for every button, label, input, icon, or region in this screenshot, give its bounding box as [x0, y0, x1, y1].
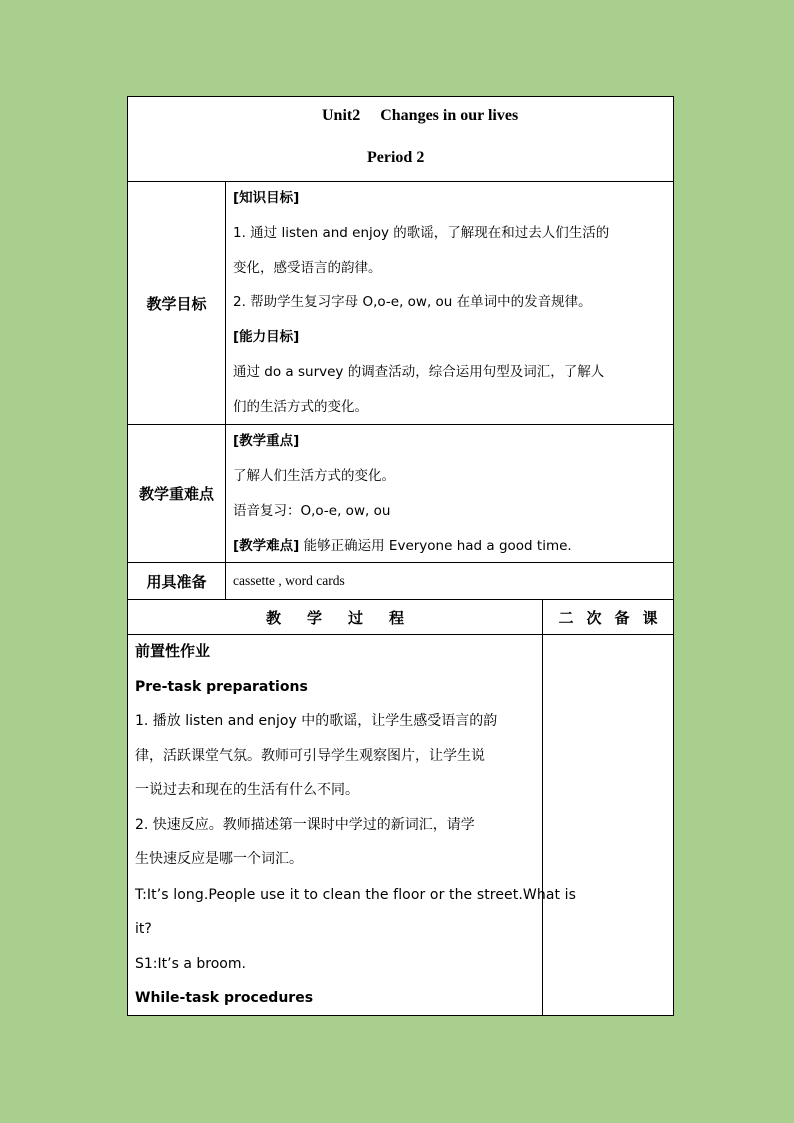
knowledge-item-1: 1. 通过 listen and enjoy 的歌谣，了解现在和过去人们生活的: [233, 225, 610, 241]
ability-item-1: 通过 do a survey 的调查活动，综合运用句型及词汇，了解人: [233, 364, 605, 380]
materials-row: [128, 563, 673, 600]
pre-task-heading: Pre-task preparations: [135, 679, 308, 695]
second-prep-column-divider: [542, 634, 543, 1015]
teacher-line: T:It’s long.People use it to clean the floor or the street.What is: [135, 887, 577, 903]
difficulty-heading: [教学难点]: [233, 538, 300, 554]
difficulty-line: [233, 536, 572, 556]
ability-heading: [能力目标]: [233, 329, 300, 345]
objectives-row: [128, 182, 673, 425]
second-prep-title: 二次备课: [542, 600, 673, 634]
materials-text: cassette , word cards: [233, 573, 345, 588]
knowledge-heading: [知识目标]: [233, 190, 300, 206]
title-block: [128, 97, 673, 182]
materials-label: 用具准备: [128, 563, 226, 599]
period-title: Period 2: [367, 149, 425, 166]
unit-title: Unit2 Changes in our lives: [322, 107, 519, 124]
focus-item-2: 语音复习：O,o-e, ow, ou: [233, 503, 391, 519]
focus-item-1: 了解人们生活方式的变化。: [233, 468, 395, 484]
student-line: S1:It’s a broom.: [135, 956, 246, 972]
process-step-1-cont2: 一说过去和现在的生活有什么不同。: [135, 782, 359, 798]
key-points-row: [128, 425, 673, 563]
process-step-2-cont: 生快速反应是哪一个词汇。: [135, 851, 303, 867]
process-header: [128, 600, 673, 635]
knowledge-item-2: 2. 帮助学生复习字母 O,o-e, ow, ou 在单词中的发音规律。: [233, 294, 592, 310]
process-body: [128, 635, 577, 1015]
focus-heading: [教学重点]: [233, 433, 300, 449]
process-title: 教学过程: [265, 608, 430, 627]
key-points-label: 教学重难点: [128, 425, 226, 562]
objectives-label: 教学目标: [128, 182, 226, 424]
process-step-2: 2. 快速反应。教师描述第一课时中学过的新词汇，请学: [135, 817, 475, 833]
pre-homework-heading: 前置性作业: [135, 642, 211, 660]
difficulty-text: 能够正确运用 Everyone had a good time.: [299, 538, 572, 554]
process-step-1: 1. 播放 listen and enjoy 中的歌谣，让学生感受语言的韵: [135, 713, 498, 729]
while-task-heading: While-task procedures: [135, 990, 314, 1006]
process-step-1-cont: 律，活跃课堂气氛。教师可引导学生观察图片，让学生说: [135, 748, 485, 764]
ability-item-1-cont: 们的生活方式的变化。: [233, 399, 368, 415]
teacher-line-cont: it?: [135, 921, 152, 937]
lesson-plan-page: [127, 96, 674, 1016]
knowledge-item-1-cont: 变化，感受语言的韵律。: [233, 260, 382, 276]
